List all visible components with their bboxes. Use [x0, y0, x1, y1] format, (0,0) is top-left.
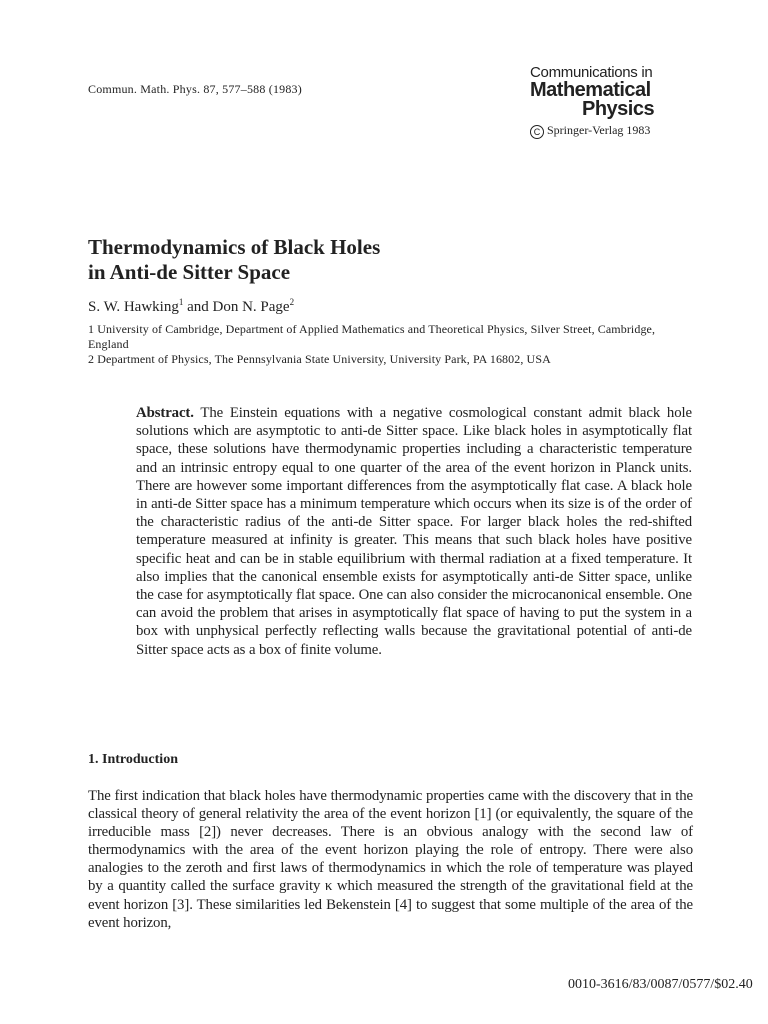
author-page: Don N. Page	[212, 299, 290, 315]
title-line1: Thermodynamics of Black Holes	[88, 235, 381, 259]
journal-name-line1: Communications in	[530, 64, 653, 81]
introduction-paragraph: The first indication that black holes have thermodynamic properties came with the discovery that in the classical theory of general relativity the area of the event horizon [1] (or equivalently, the square of the irreducible mass [2]) never decreases. There is an obvious analogy with the second law of thermodynamics with the area of the event horizon playing the role of entropy. There were also analogies to the zeroth and first laws of thermodynamics in which the role of temperature was played by a quantity called the surface gravity κ which measured the strength of the gravitational field at the event horizon [3]. These similarities led Bekenstein [4] to suggest that some multiple of the area of the event horizon,	[88, 788, 693, 931]
affiliation-2: 2 Department of Physics, The Pennsylvania State University, University Park, PA 16802, USA	[88, 352, 551, 366]
author-hawking-affil-marker: 1	[178, 297, 184, 307]
journal-name-line2: Mathematical	[530, 79, 651, 101]
affiliation-1: 1 University of Cambridge, Department of Applied Mathematics and Theoretical Physics, Silver Street, Cambridge, England	[88, 322, 656, 351]
copyright-icon: C	[530, 125, 544, 139]
article-code: 0010-3616/83/0087/0577/$02.40	[568, 977, 753, 992]
copyright-text: Springer-Verlag 1983	[547, 123, 651, 137]
author-conjunction: and	[183, 299, 213, 315]
affiliations	[88, 322, 693, 367]
journal-logo	[530, 65, 730, 119]
author-hawking: S. W. Hawking	[88, 299, 179, 315]
author-list	[88, 297, 294, 316]
journal-name-line3: Physics	[582, 98, 655, 120]
abstract-text: The Einstein equations with a negative cosmological constant admit black hole solutions which are asymptotic to anti-de Sitter space. Like black holes in asymptotically flat space, these solutions have thermodynamic properties including a characteristic temperature and an intrinsic entropy equal to one quarter of the area of the event horizon in Planck units. There are however some important differences from the asymptotically flat case. A black hole in anti-de Sitter space has a minimum temperature which occurs when its size is of the order of the characteristic radius of the anti-de Sitter space. For larger black holes the red-shifted temperature measured at infinity is greater. This means that such black holes have positive specific heat and can be in stable equilibrium with thermal radiation at a fixed temperature. It also implies that the canonical ensemble exists for asymptotically anti-de Sitter space, unlike the case for asymptotically flat space. One can also consider the microcanonical ensemble. One can avoid the problem that arises in asymptotically flat space of having to put the system in a box with unphysical perfectly reflecting walls because the gravitational potential of anti-de Sitter space acts as a box of finite volume.	[136, 405, 692, 658]
author-page-affil-marker: 2	[289, 297, 295, 307]
journal-citation: Commun. Math. Phys. 87, 577–588 (1983)	[88, 82, 302, 96]
abstract-label: Abstract.	[136, 405, 194, 421]
abstract	[136, 404, 692, 659]
paper-title	[88, 235, 380, 285]
section-heading-introduction: 1. Introduction	[88, 752, 178, 767]
title-line2: in Anti-de Sitter Space	[88, 260, 291, 284]
copyright-notice	[530, 123, 650, 139]
